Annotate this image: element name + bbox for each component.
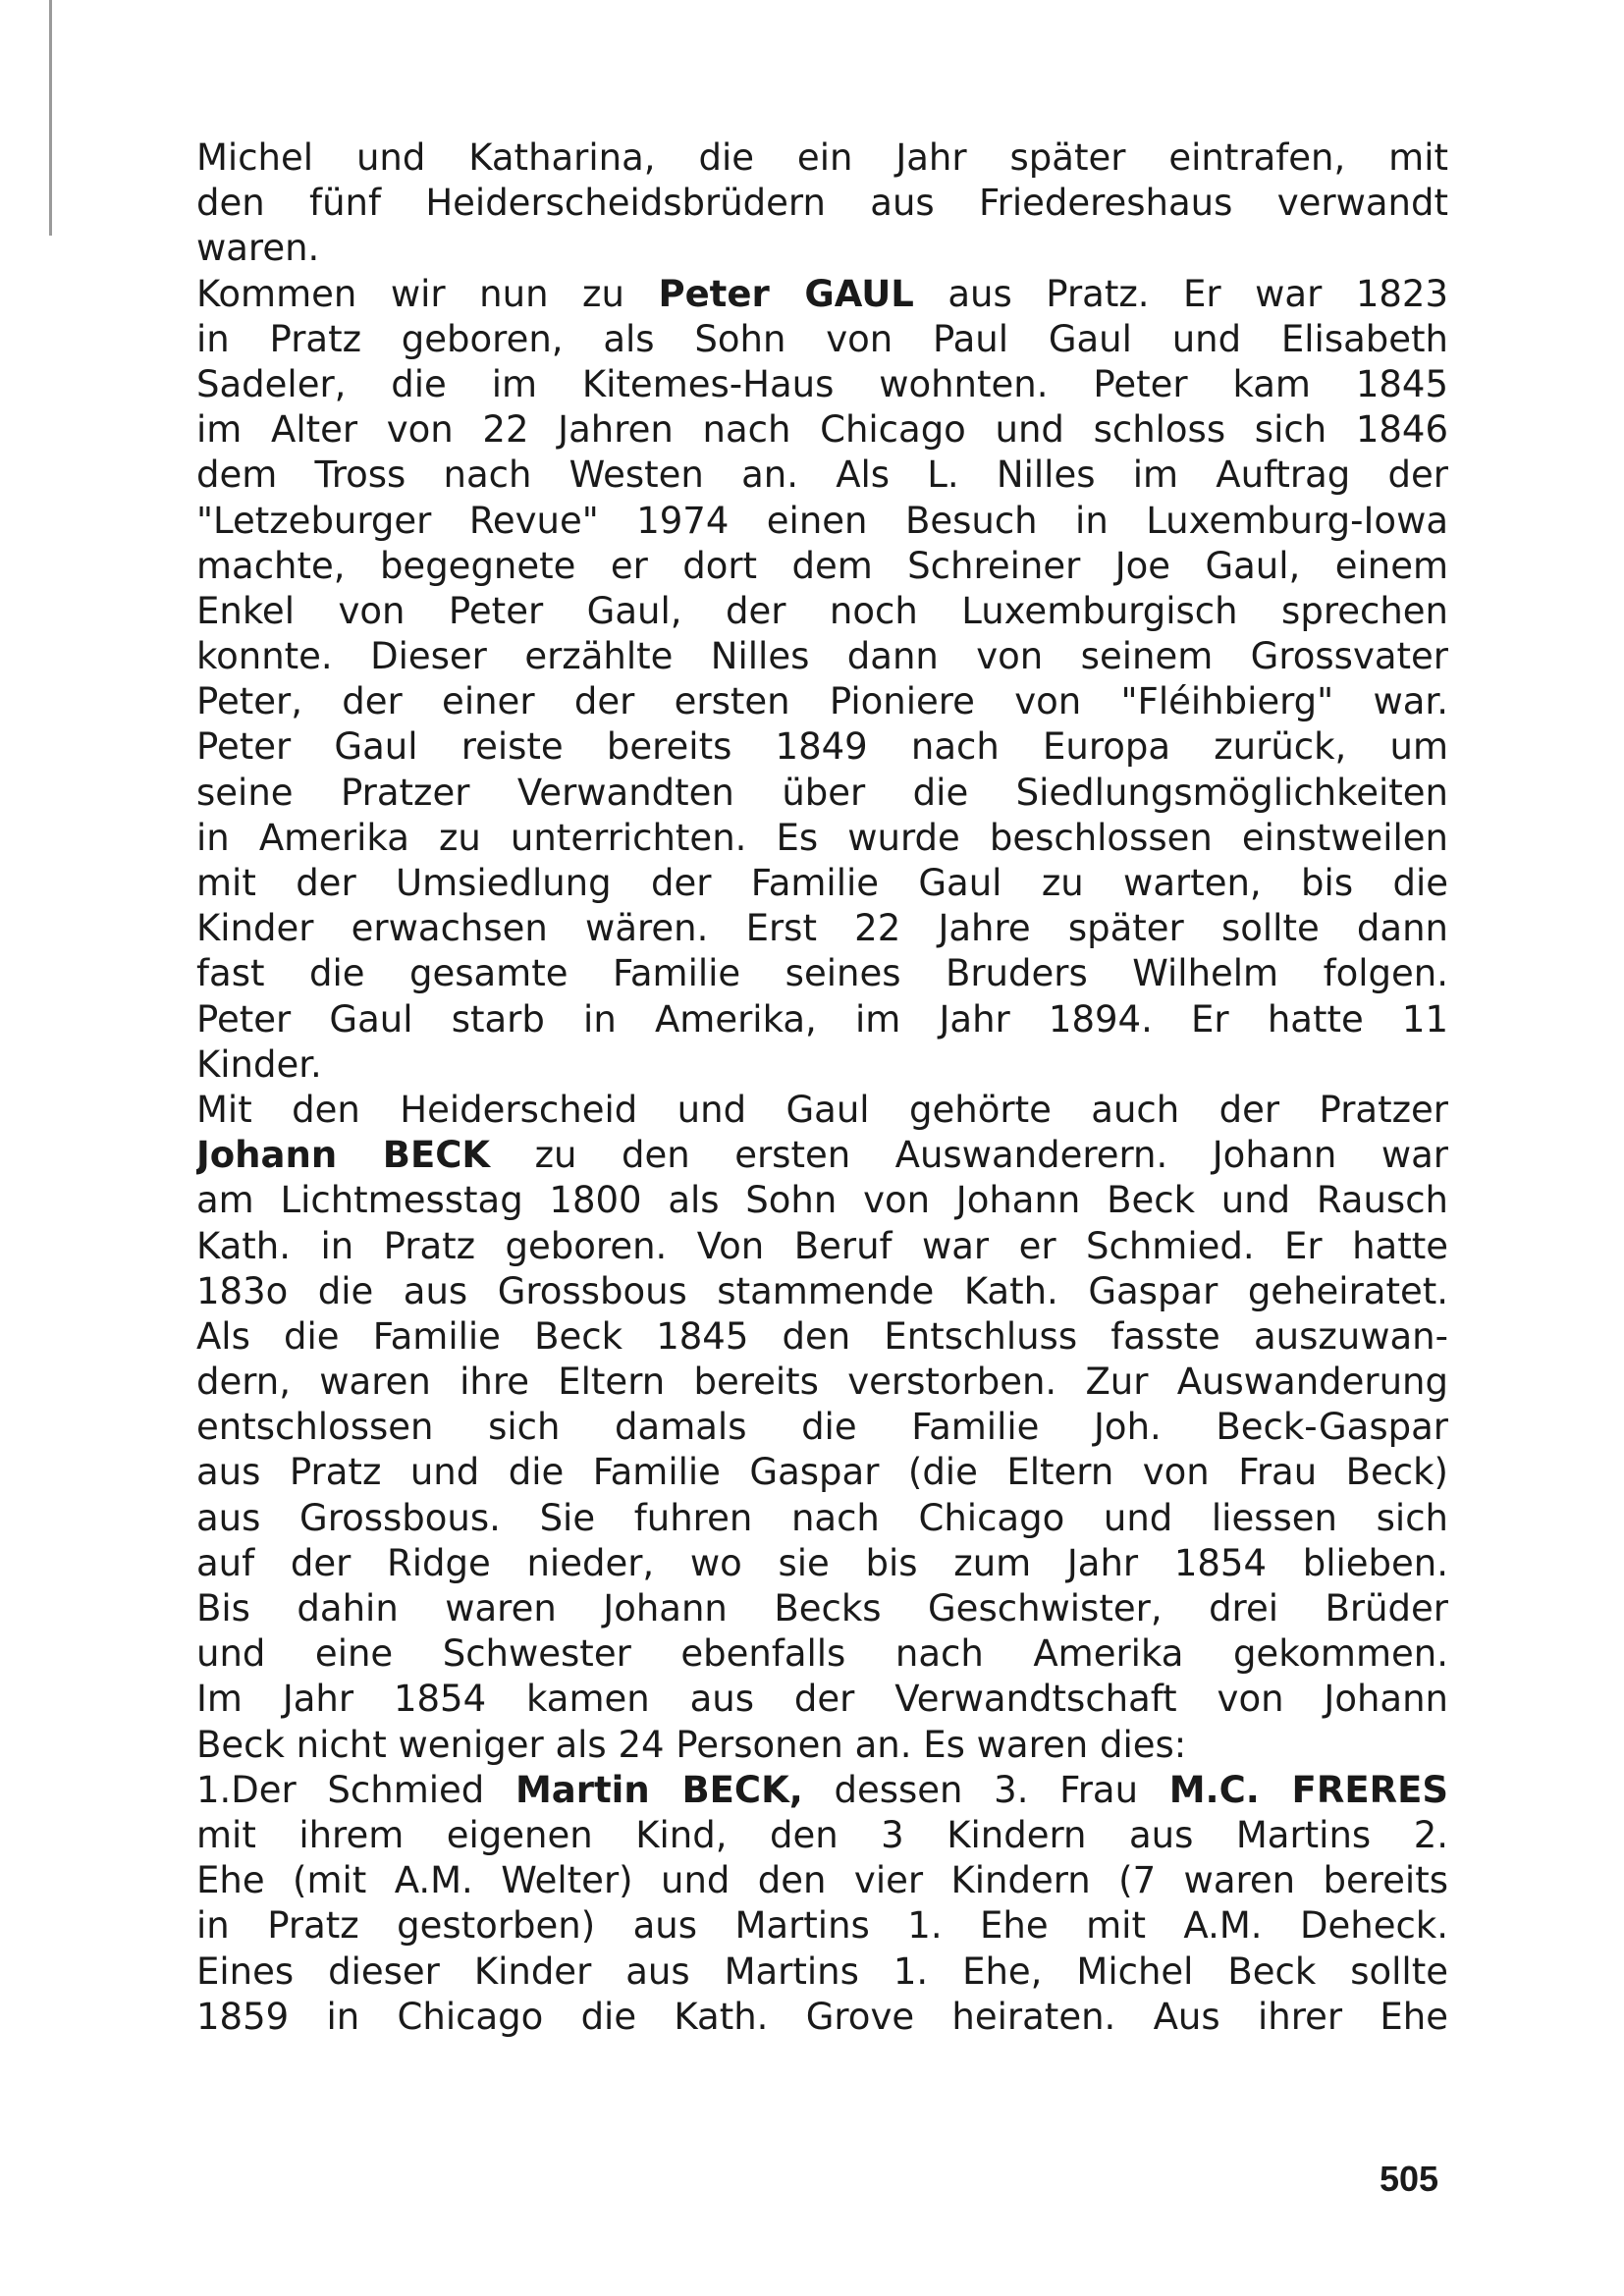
text-line xyxy=(196,1903,1448,1949)
text-run: in Pratz geboren, als Sohn von Paul Gaul und Elisabeth xyxy=(196,317,1448,360)
text-line xyxy=(196,1405,1448,1450)
text-run: fast die gesamte Familie seines Bruders Wilhelm folgen. xyxy=(196,952,1448,995)
text-run: aus Grossbous. Sie fuhren nach Chicago und liessen sich xyxy=(196,1496,1448,1539)
text-line xyxy=(196,1858,1448,1903)
text-line xyxy=(196,1360,1448,1405)
text-line xyxy=(196,997,1448,1042)
text-line xyxy=(196,362,1448,407)
bold-name: Martin BECK, xyxy=(514,1768,803,1811)
bold-name: Peter GAUL xyxy=(658,272,914,315)
text-run: dern, waren ihre Eltern bereits verstorben. Zur Auswanderung xyxy=(196,1361,1448,1404)
text-run: den fünf Heiderscheidsbrüdern aus Friedereshaus verwandt xyxy=(196,182,1448,225)
text-line xyxy=(196,453,1448,498)
text-line xyxy=(196,407,1448,453)
text-line xyxy=(196,1813,1448,1858)
text-line xyxy=(196,1723,1448,1768)
text-run: in Amerika zu unterrichten. Es wurde beschlossen einstweilen xyxy=(196,816,1448,859)
text-run: Mit den Heiderscheid und Gaul gehörte auch der Pratzer xyxy=(196,1088,1448,1131)
text-run: Im Jahr 1854 kamen aus der Verwandtschaft von Johann xyxy=(196,1678,1448,1721)
text-run: 183o die aus Grossbous stammende Kath. Gaspar geheiratet. xyxy=(196,1269,1448,1312)
text-run: dessen 3. Frau xyxy=(802,1768,1169,1811)
text-run: aus Pratz. Er war 1823 xyxy=(913,272,1448,315)
text-run: aus Pratz und die Familie Gaspar (die Eltern von Frau Beck) xyxy=(196,1451,1448,1494)
text-run: zu den ersten Auswanderern. Johann war xyxy=(490,1134,1448,1177)
text-run: mit der Umsiedlung der Familie Gaul zu warten, bis die xyxy=(196,862,1448,904)
text-line xyxy=(196,317,1448,362)
bold-name: M.C. FRERES xyxy=(1168,1768,1448,1811)
text-line xyxy=(196,906,1448,951)
text-run: Kommen wir nun zu xyxy=(196,272,659,315)
text-line xyxy=(196,1949,1448,1995)
text-run: dem Tross nach Westen an. Als L. Nilles im Auftrag der xyxy=(196,454,1448,497)
text-run: mit ihrem eigenen Kind, den 3 Kindern aus Martins 2. xyxy=(196,1813,1448,1856)
text-run: am Lichtmesstag 1800 als Sohn von Johann Beck und Rausch xyxy=(196,1179,1448,1222)
text-line xyxy=(196,544,1448,589)
text-run: 1.Der Schmied xyxy=(196,1768,515,1811)
text-run: 1859 in Chicago die Kath. Grove heiraten. Aus ihrer Ehe xyxy=(196,1995,1448,2038)
text-line xyxy=(196,1088,1448,1133)
text-run: in Pratz gestorben) aus Martins 1. Ehe mit A.M. Deheck. xyxy=(196,1904,1448,1948)
text-line xyxy=(196,1541,1448,1586)
text-line xyxy=(196,589,1448,634)
text-line xyxy=(196,1586,1448,1631)
text-run: entschlossen sich damals die Familie Joh. Beck-Gaspar xyxy=(196,1406,1448,1449)
text-line xyxy=(196,181,1448,226)
text-line xyxy=(196,724,1448,770)
text-run: Enkel von Peter Gaul, der noch Luxemburgisch sprechen xyxy=(196,589,1448,632)
text-line xyxy=(196,771,1448,816)
text-line xyxy=(196,679,1448,724)
bold-name: Johann BECK xyxy=(196,1134,491,1177)
text-run: Beck nicht weniger als 24 Personen an. Es waren dies: xyxy=(196,1723,1187,1766)
text-run: Peter Gaul starb in Amerika, im Jahr 1894. Er hatte 11 xyxy=(196,997,1448,1041)
text-line xyxy=(196,861,1448,906)
text-line xyxy=(196,1314,1448,1360)
text-run: Peter, der einer der ersten Pioniere von "Fléihbierg" war. xyxy=(196,680,1448,723)
text-line xyxy=(196,1768,1448,1813)
page-number: 505 xyxy=(1380,2159,1439,2199)
text-line xyxy=(196,1995,1448,2040)
text-run: Ehe (mit A.M. Welter) und den vier Kindern (7 waren bereits xyxy=(196,1859,1448,1902)
text-line xyxy=(196,1042,1448,1088)
text-run: und eine Schwester ebenfalls nach Amerika gekommen. xyxy=(196,1632,1448,1676)
text-line xyxy=(196,816,1448,861)
text-line xyxy=(196,1631,1448,1677)
text-line xyxy=(196,1269,1448,1314)
body-text xyxy=(196,135,1448,2040)
text-run: Als die Familie Beck 1845 den Entschluss fasste auszuwan- xyxy=(196,1314,1448,1358)
text-run: Kinder erwachsen wären. Erst 22 Jahre später sollte dann xyxy=(196,907,1448,950)
text-line xyxy=(196,1677,1448,1722)
text-line xyxy=(196,1133,1448,1178)
text-line xyxy=(196,951,1448,996)
text-run: im Alter von 22 Jahren nach Chicago und schloss sich 1846 xyxy=(196,408,1448,452)
text-run: Bis dahin waren Johann Becks Geschwister, drei Brüder xyxy=(196,1587,1448,1629)
text-run: seine Pratzer Verwandten über die Siedlungsmöglichkeiten xyxy=(196,771,1448,814)
text-line xyxy=(196,1224,1448,1269)
text-run: waren. xyxy=(196,227,320,270)
text-run: konnte. Dieser erzählte Nilles dann von seinem Grossvater xyxy=(196,635,1448,678)
text-line xyxy=(196,1496,1448,1541)
text-line xyxy=(196,1450,1448,1495)
text-line xyxy=(196,1178,1448,1223)
scan-page-edge xyxy=(49,0,52,236)
text-run: "Letzeburger Revue" 1974 einen Besuch in Luxemburg-Iowa xyxy=(196,499,1448,542)
text-line xyxy=(196,272,1448,317)
text-run: Kinder. xyxy=(196,1042,322,1086)
text-run: auf der Ridge nieder, wo sie bis zum Jahr 1854 blieben. xyxy=(196,1541,1448,1584)
text-run: Peter Gaul reiste bereits 1849 nach Europa zurück, um xyxy=(196,725,1448,769)
text-line xyxy=(196,226,1448,271)
text-run: Kath. in Pratz geboren. Von Beruf war er Schmied. Er hatte xyxy=(196,1224,1448,1267)
text-line xyxy=(196,135,1448,181)
text-run: Sadeler, die im Kitemes-Haus wohnten. Peter kam 1845 xyxy=(196,362,1448,405)
text-run: Michel und Katharina, die ein Jahr später eintrafen, mit xyxy=(196,136,1448,179)
text-run: Eines dieser Kinder aus Martins 1. Ehe, Michel Beck sollte xyxy=(196,1949,1448,1993)
text-line xyxy=(196,634,1448,679)
text-run: machte, begegnete er dort dem Schreiner Joe Gaul, einem xyxy=(196,544,1448,587)
text-line xyxy=(196,499,1448,544)
